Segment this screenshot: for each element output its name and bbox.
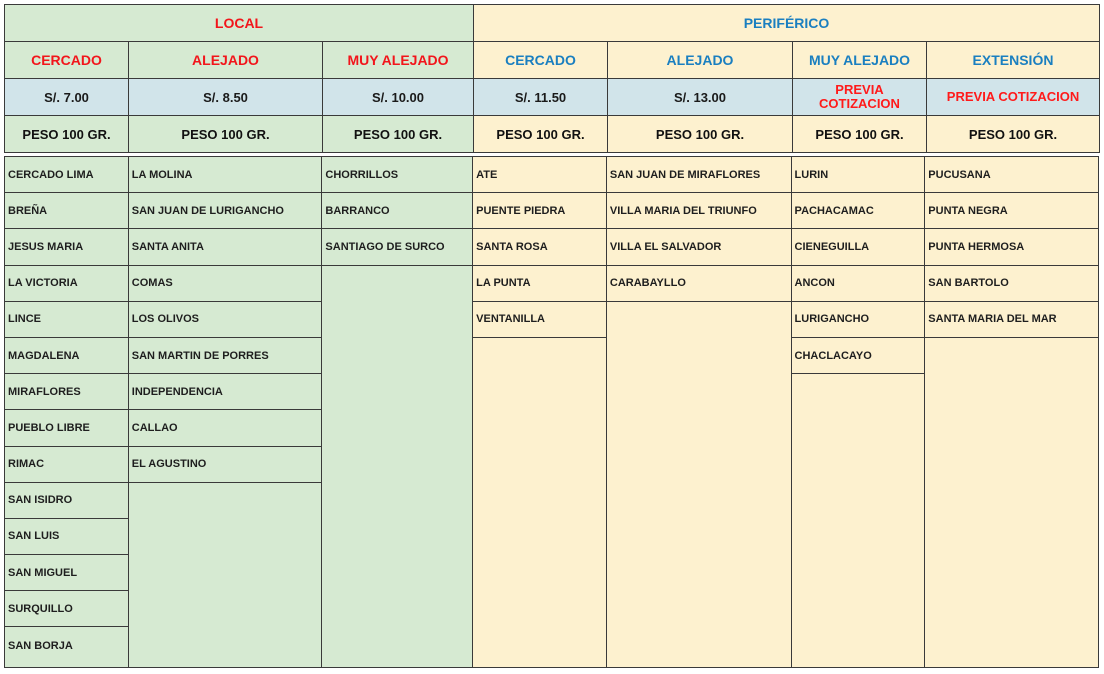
district-cell: LINCE xyxy=(5,302,128,338)
district-cell: SANTA ROSA xyxy=(473,229,606,265)
zone-header: ALEJADO xyxy=(129,42,323,79)
district-column xyxy=(792,157,926,667)
weight-cell: PESO 100 GR. xyxy=(5,116,129,153)
zone-header: ALEJADO xyxy=(608,42,793,79)
rate-header-table xyxy=(4,4,1100,153)
district-cell: CALLAO xyxy=(129,410,322,446)
weight-cell: PESO 100 GR. xyxy=(129,116,323,153)
district-column xyxy=(129,157,323,667)
price-quote-line: PREVIA xyxy=(835,82,884,97)
district-cell: LOS OLIVOS xyxy=(129,302,322,338)
district-cell: CERCADO LIMA xyxy=(5,157,128,193)
district-cell: PUNTA HERMOSA xyxy=(925,229,1098,265)
district-cell: VILLA EL SALVADOR xyxy=(607,229,791,265)
district-cell: LURIGANCHO xyxy=(792,302,925,338)
district-column xyxy=(322,157,473,667)
price-quote-cell xyxy=(793,79,927,116)
district-cell: SURQUILLO xyxy=(5,591,128,627)
district-cell: PUNTA NEGRA xyxy=(925,193,1098,229)
group-header-peripheral: PERIFÉRICO xyxy=(474,5,1100,42)
price-quote-cell: PREVIA COTIZACION xyxy=(927,79,1100,116)
price-cell: S/. 13.00 xyxy=(608,79,793,116)
district-cell: SAN BARTOLO xyxy=(925,266,1098,302)
district-cell: LA VICTORIA xyxy=(5,266,128,302)
district-column xyxy=(925,157,1098,667)
district-cell: RIMAC xyxy=(5,447,128,483)
weight-cell: PESO 100 GR. xyxy=(323,116,474,153)
district-cell: SAN JUAN DE MIRAFLORES xyxy=(607,157,791,193)
district-cell: SAN LUIS xyxy=(5,519,128,555)
district-cell: VILLA MARIA DEL TRIUNFO xyxy=(607,193,791,229)
district-cell: PUENTE PIEDRA xyxy=(473,193,606,229)
district-cell: SAN MIGUEL xyxy=(5,555,128,591)
district-cell: LA PUNTA xyxy=(473,266,606,302)
district-cell: COMAS xyxy=(129,266,322,302)
district-cell: LA MOLINA xyxy=(129,157,322,193)
district-cell: JESUS MARIA xyxy=(5,229,128,265)
district-cell: SAN ISIDRO xyxy=(5,483,128,519)
district-cell: PUEBLO LIBRE xyxy=(5,410,128,446)
district-cell: EL AGUSTINO xyxy=(129,447,322,483)
weight-cell: PESO 100 GR. xyxy=(474,116,608,153)
price-quote-line: COTIZACION xyxy=(819,96,900,111)
district-column xyxy=(607,157,792,667)
weight-cell: PESO 100 GR. xyxy=(793,116,927,153)
price-cell: S/. 11.50 xyxy=(474,79,608,116)
district-cell: MIRAFLORES xyxy=(5,374,128,410)
district-cell: BREÑA xyxy=(5,193,128,229)
district-cell: VENTANILLA xyxy=(473,302,606,338)
district-cell: PACHACAMAC xyxy=(792,193,925,229)
district-cell: CHACLACAYO xyxy=(792,338,925,374)
district-cell: LURIN xyxy=(792,157,925,193)
zone-header: EXTENSIÓN xyxy=(927,42,1100,79)
zone-header: CERCADO xyxy=(5,42,129,79)
district-cell: CARABAYLLO xyxy=(607,266,791,302)
weight-cell: PESO 100 GR. xyxy=(927,116,1100,153)
district-column xyxy=(5,157,129,667)
group-header-local: LOCAL xyxy=(5,5,474,42)
district-cell: MAGDALENA xyxy=(5,338,128,374)
district-cell: BARRANCO xyxy=(322,193,472,229)
district-cell: INDEPENDENCIA xyxy=(129,374,322,410)
price-cell: S/. 8.50 xyxy=(129,79,323,116)
district-cell: SAN JUAN DE LURIGANCHO xyxy=(129,193,322,229)
district-grid xyxy=(4,156,1099,668)
district-cell: CIENEGUILLA xyxy=(792,229,925,265)
district-cell: PUCUSANA xyxy=(925,157,1098,193)
zone-header: CERCADO xyxy=(474,42,608,79)
zone-header: MUY ALEJADO xyxy=(323,42,474,79)
weight-cell: PESO 100 GR. xyxy=(608,116,793,153)
district-cell: CHORRILLOS xyxy=(322,157,472,193)
district-column xyxy=(473,157,607,667)
zone-header: MUY ALEJADO xyxy=(793,42,927,79)
district-cell: SAN BORJA xyxy=(8,639,73,652)
price-cell: S/. 10.00 xyxy=(323,79,474,116)
district-cell: SAN MARTIN DE PORRES xyxy=(129,338,322,374)
district-cell: SANTA ANITA xyxy=(129,229,322,265)
price-cell: S/. 7.00 xyxy=(5,79,129,116)
district-cell: SANTA MARIA DEL MAR xyxy=(925,302,1098,338)
district-cell: SANTIAGO DE SURCO xyxy=(322,229,472,265)
district-cell: ANCON xyxy=(792,266,925,302)
district-cell: ATE xyxy=(473,157,606,193)
